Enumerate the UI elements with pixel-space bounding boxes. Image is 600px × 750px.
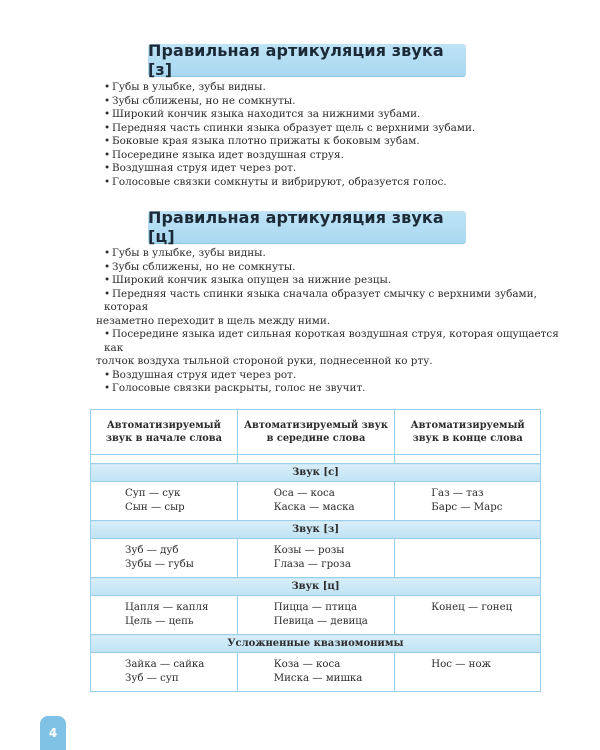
list-item-continuation: незаметно переходит в щель между ними.	[96, 314, 331, 327]
list-item: • Посередине языка идет воздушная струя.	[104, 148, 344, 161]
table-section-s: Звук [с]	[91, 464, 541, 482]
list-item: • Губы в улыбке, зубы видны.	[104, 247, 266, 259]
header-start: Автоматизируемый звук в начале слова	[91, 410, 238, 455]
list-item: • Зубы сближены, но не сомкнуты.	[104, 260, 296, 273]
articulation-list-ts	[96, 247, 564, 396]
list-item: • Посередине языка идет сильная короткая воздушная струя, которая ощущается как	[104, 328, 559, 354]
list-item: • Голосовые связки раскрыты, голос не звучит.	[104, 382, 366, 394]
table-header-row	[91, 410, 541, 455]
list-item: • Боковые края языка плотно прижаты к боковым зубам.	[104, 135, 420, 147]
header-end: Автоматизируемый звук в конце слова	[395, 410, 541, 455]
word-pairs-table	[90, 409, 541, 692]
articulation-list-z	[104, 81, 564, 189]
list-item: • Широкий кончик языка опущен за нижние резцы.	[104, 274, 392, 286]
list-item: • Голосовые связки сомкнуты и вибрируют, образуется голос.	[104, 175, 447, 188]
list-item: • Губы в улыбке, зубы видны.	[104, 81, 266, 93]
table-row: Суп — сук Сын — сыр Оса — коса Каска — маска Газ — таз Барс — Марс	[91, 482, 541, 521]
table-section-z: Звук [з]	[91, 521, 541, 539]
page-number: 4	[40, 716, 66, 750]
list-item: • Передняя часть спинки языка сначала образует смычку с верхними зубами, которая	[104, 287, 537, 313]
table-row: Зайка — сайка Зуб — суп Коза — коса Миска — мишка Нос — нож	[91, 653, 541, 692]
table-row: Зуб — дуб Зубы — губы Козы — розы Глаза — гроза	[91, 539, 541, 578]
list-item: • Воздушная струя идет через рот.	[104, 162, 297, 174]
table-row: Цапля — капля Цель — цепь Пицца — птица Певица — девица Конец — гонец	[91, 596, 541, 635]
table-section-quasi-homonyms: Усложненные квазиомонимы	[91, 635, 541, 653]
section-title-ts: Правильная артикуляция звука [ц]	[148, 211, 466, 243]
list-item: • Зубы сближены, но не сомкнуты.	[104, 94, 296, 107]
list-item: • Широкий кончик языка находится за нижними зубами.	[104, 108, 421, 120]
list-item-continuation: толчок воздуха тыльной стороной руки, поднесенной ко рту.	[96, 355, 433, 367]
list-item: • Воздушная струя идет через рот.	[104, 368, 297, 381]
header-middle: Автоматизируемый звук в середине слова	[237, 410, 395, 455]
section-title-z: Правильная артикуляция звука [з]	[148, 44, 466, 76]
table-section-ts: Звук [ц]	[91, 578, 541, 596]
list-item: • Передняя часть спинки языка образует щель с верхними зубами.	[104, 121, 476, 134]
